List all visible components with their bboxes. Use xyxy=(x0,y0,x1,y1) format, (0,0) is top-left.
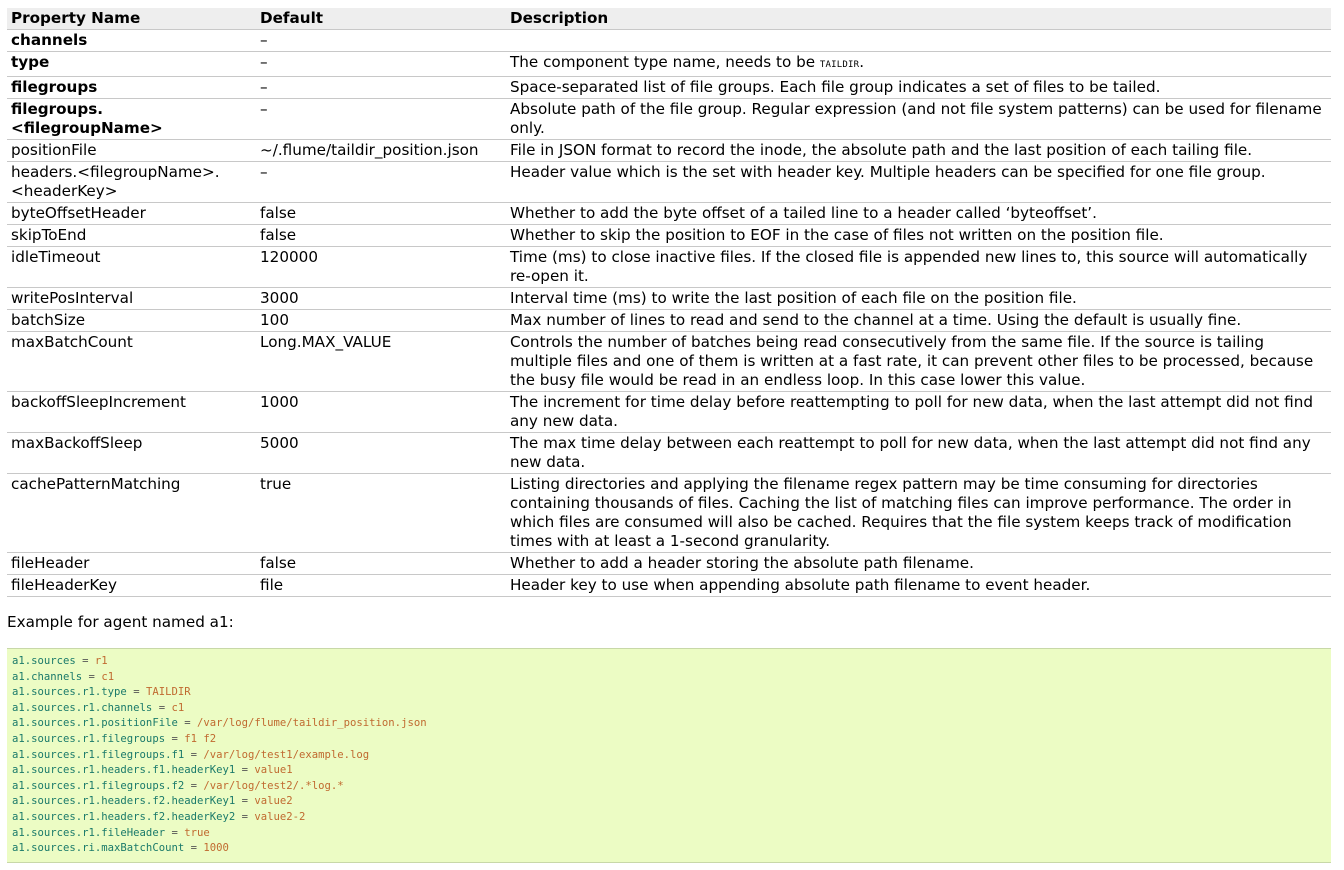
default-cell: 120000 xyxy=(256,247,506,288)
property-name-cell: skipToEnd xyxy=(7,225,256,247)
default-cell: – xyxy=(256,77,506,99)
property-name-cell: idleTimeout xyxy=(7,247,256,288)
code-equals: = xyxy=(152,701,172,714)
description-cell: Listing directories and applying the filename regex pattern may be time consuming for directories containing thousands of files. Caching the list of matching files can improve performance. The order in which files are consumed will also be cached. Requires that the file system keeps track of modification times with at least a 1-second granularity. xyxy=(506,474,1331,553)
property-name-cell: maxBatchCount xyxy=(7,332,256,392)
code-value: c1 xyxy=(101,670,115,683)
code-equals: = xyxy=(126,686,146,699)
code-value: TAILDIR xyxy=(145,686,191,699)
properties-table xyxy=(7,8,1331,597)
code-key: a1.sources xyxy=(12,655,76,667)
code-key: a1.sources.r1.fileHeader xyxy=(12,826,166,839)
code-equals: = xyxy=(165,732,185,745)
code-line xyxy=(12,732,1326,748)
code-line xyxy=(12,794,1326,810)
code-equals: = xyxy=(165,826,185,839)
table-row xyxy=(7,575,1331,597)
code-value: f1 f2 xyxy=(184,732,217,745)
default-cell: false xyxy=(256,553,506,575)
description-text: . xyxy=(859,53,865,71)
default-cell: false xyxy=(256,203,506,225)
code-value: /var/log/flume/taildir_position.json xyxy=(196,717,427,730)
property-name-cell: fileHeaderKey xyxy=(7,575,256,597)
description-cell: Absolute path of the file group. Regular expression (and not file system patterns) can be used for filename only. xyxy=(506,99,1331,140)
property-name-cell: writePosInterval xyxy=(7,288,256,310)
code-key: a1.sources.r1.positionFile xyxy=(12,717,178,730)
inline-code: TAILDIR xyxy=(819,60,860,70)
table-header-row xyxy=(7,8,1331,30)
property-name-cell: positionFile xyxy=(7,140,256,162)
default-cell: 3000 xyxy=(256,288,506,310)
header-property-name: Property Name xyxy=(7,8,256,30)
default-cell: Long.MAX_VALUE xyxy=(256,332,506,392)
header-description: Description xyxy=(506,8,1331,30)
code-line xyxy=(12,670,1326,686)
table-row xyxy=(7,392,1331,433)
description-cell: Space-separated list of file groups. Each file group indicates a set of files to be tailed. xyxy=(506,77,1331,99)
code-equals: = xyxy=(82,670,102,683)
table-row xyxy=(7,288,1331,310)
property-name-cell: byteOffsetHeader xyxy=(7,203,256,225)
table-row xyxy=(7,77,1331,99)
example-label: Example for agent named a1: xyxy=(7,613,234,631)
code-key: a1.sources.r1.headers.f2.headerKey2 xyxy=(12,810,236,823)
description-cell: Controls the number of batches being read consecutively from the same file. If the source is tailing multiple files and one of them is written at a fast rate, it can prevent other files to be processed, because the busy file would be read in an endless loop. In this case lower this value. xyxy=(506,332,1331,392)
doc-content xyxy=(7,8,1331,863)
property-name-cell: filegroups. <filegroupName> xyxy=(7,99,256,140)
default-cell: true xyxy=(256,474,506,553)
description-cell: Whether to skip the position to EOF in the case of files not written on the position file. xyxy=(506,225,1331,247)
code-key: a1.sources.r1.headers.f1.headerKey1 xyxy=(12,764,236,777)
code-line xyxy=(12,701,1326,717)
description-cell: Whether to add the byte offset of a tailed line to a header called ‘byteoffset’. xyxy=(506,203,1331,225)
code-key: a1.sources.ri.maxBatchCount xyxy=(12,842,185,855)
property-name-cell: headers.<filegroupName>. <headerKey> xyxy=(7,162,256,203)
description-cell: Header value which is the set with header key. Multiple headers can be specified for one file group. xyxy=(506,162,1331,203)
code-line xyxy=(12,685,1326,701)
code-value: true xyxy=(184,826,210,839)
property-name-cell: batchSize xyxy=(7,310,256,332)
default-cell: false xyxy=(256,225,506,247)
code-equals: = xyxy=(235,795,255,808)
code-key: a1.sources.r1.filegroups xyxy=(12,732,166,745)
code-equals: = xyxy=(184,779,204,792)
property-name-cell: cachePatternMatching xyxy=(7,474,256,553)
description-cell xyxy=(506,52,1331,77)
code-line xyxy=(12,810,1326,826)
default-cell: – xyxy=(256,52,506,77)
code-key: a1.sources.r1.channels xyxy=(12,701,153,714)
code-line xyxy=(12,654,1326,670)
default-cell: 5000 xyxy=(256,433,506,474)
default-cell: – xyxy=(256,99,506,140)
description-cell: Whether to add a header storing the absolute path filename. xyxy=(506,553,1331,575)
default-cell: 1000 xyxy=(256,392,506,433)
description-cell: Max number of lines to read and send to the channel at a time. Using the default is usually fine. xyxy=(506,310,1331,332)
code-equals: = xyxy=(184,842,204,855)
table-row xyxy=(7,553,1331,575)
property-name-cell: fileHeader xyxy=(7,553,256,575)
code-equals: = xyxy=(75,655,95,667)
table-row xyxy=(7,52,1331,77)
table-row xyxy=(7,433,1331,474)
code-value: value1 xyxy=(254,764,293,777)
code-line xyxy=(12,779,1326,795)
table-row xyxy=(7,247,1331,288)
description-cell: The max time delay between each reattempt to poll for new data, when the last attempt did not find any new data. xyxy=(506,433,1331,474)
code-equals: = xyxy=(177,717,197,730)
table-row xyxy=(7,99,1331,140)
property-name-cell: backoffSleepIncrement xyxy=(7,392,256,433)
property-name-cell: type xyxy=(7,52,256,77)
default-cell: – xyxy=(256,30,506,52)
code-key: a1.sources.r1.filegroups.f1 xyxy=(12,748,185,761)
code-key: a1.sources.r1.type xyxy=(12,686,127,699)
code-line xyxy=(12,748,1326,764)
property-name-cell: channels xyxy=(7,30,256,52)
table-body xyxy=(7,30,1331,597)
table-row xyxy=(7,310,1331,332)
header-default: Default xyxy=(256,8,506,30)
default-cell: ~/.flume/taildir_position.json xyxy=(256,140,506,162)
description-cell: Header key to use when appending absolute path filename to event header. xyxy=(506,575,1331,597)
table-row xyxy=(7,203,1331,225)
default-cell: – xyxy=(256,162,506,203)
code-value: /var/log/test1/example.log xyxy=(203,748,370,761)
code-line xyxy=(12,841,1326,857)
description-cell: File in JSON format to record the inode, the absolute path and the last position of each tailing file. xyxy=(506,140,1331,162)
table-row xyxy=(7,225,1331,247)
default-cell: file xyxy=(256,575,506,597)
description-cell: The increment for time delay before reattempting to poll for new data, when the last attempt did not find any new data. xyxy=(506,392,1331,433)
description-text: The component type name, needs to be xyxy=(510,53,820,71)
description-cell xyxy=(506,30,1331,52)
property-name-cell: maxBackoffSleep xyxy=(7,433,256,474)
default-cell: 100 xyxy=(256,310,506,332)
code-block xyxy=(7,648,1331,863)
code-value: c1 xyxy=(171,701,185,714)
code-key: a1.sources.r1.headers.f2.headerKey1 xyxy=(12,795,236,808)
code-line xyxy=(12,826,1326,842)
code-key: a1.channels xyxy=(12,670,83,683)
table-row xyxy=(7,140,1331,162)
code-line xyxy=(12,763,1326,779)
code-equals: = xyxy=(235,764,255,777)
table-row xyxy=(7,332,1331,392)
code-equals: = xyxy=(235,810,255,823)
property-name-cell: filegroups xyxy=(7,77,256,99)
code-value: value2 xyxy=(254,795,293,808)
description-cell: Time (ms) to close inactive files. If the closed file is appended new lines to, this source will automatically re-open it. xyxy=(506,247,1331,288)
code-value: r1 xyxy=(94,655,108,667)
code-value: /var/log/test2/.*log.* xyxy=(203,779,344,792)
code-equals: = xyxy=(184,748,204,761)
code-value: 1000 xyxy=(203,842,229,855)
description-cell: Interval time (ms) to write the last position of each file on the position file. xyxy=(506,288,1331,310)
table-row xyxy=(7,30,1331,52)
code-key: a1.sources.r1.filegroups.f2 xyxy=(12,779,185,792)
table-row xyxy=(7,162,1331,203)
code-line xyxy=(12,716,1326,732)
code-value: value2-2 xyxy=(254,810,306,823)
table-row xyxy=(7,474,1331,553)
